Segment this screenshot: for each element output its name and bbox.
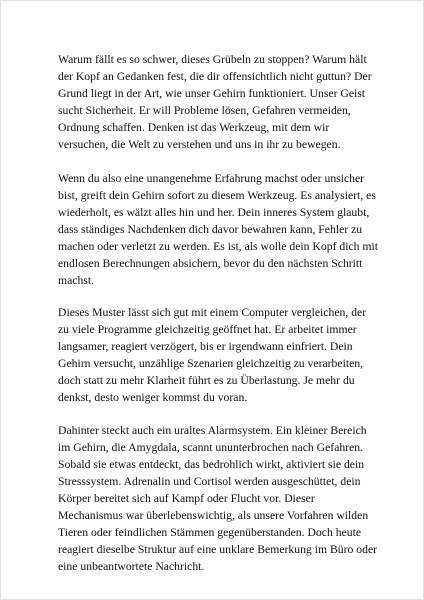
paragraph-4: Dahinter steckt auch ein uraltes Alarmsystem. Ein kleiner Bereich im Gehirn, die Amygdala, scannt ununterbrochen nach Gefahren. Sobald sie etwas entdeckt, das bedrohlich wirkt, aktiviert sie dein Stresssystem. Adrenalin und Cortisol werden ausgeschüttet, dein Körper bereitet sich auf Kampf oder Flucht vor. Dieser Mechanismus war überlebenswichtig, als unsere Vorfahren wilden Tieren oder feindlichen Stämmen gegenüberstanden. Doch heute reagiert dieselbe Struktur auf eine unklare Bemerkung im Büro oder eine unbeantwortete Nachricht. <box>58 424 378 573</box>
body-text <box>58 51 378 592</box>
paragraph-2: Wenn du also eine unangenehme Erfahrung machst oder unsicher bist, greift dein Gehirn sofort zu diesem Werkzeug. Es analysiert, es wiederholt, es wälzt alles hin und her. Dein inneres System glaubt, dass ständiges Nachdenken dich davor bewahren kann, Fehler zu machen oder verletzt zu werden. Es ist, als wolle dein Kopf dich mit endlosen Berechnungen absichern, bevor du den nächsten Schritt machst. <box>58 172 379 287</box>
paragraph-1: Warum fällt es so schwer, dieses Grübeln zu stoppen? Warum hält der Kopf an Gedanken fest, die dir offensichtlich nicht guttun? Der Grund liegt in der Art, wie unser Gehirn funktioniert. Unser Geist sucht Sicherheit. Er will Probleme lösen, Gefahren vermeiden, Ordnung schaffen. Denken ist das Werkzeug, mit dem wir versuchen, die Welt zu verstehen und uns in ihr zu bewegen. <box>58 53 372 151</box>
paragraph-3: Dieses Muster lässt sich gut mit einem Computer vergleichen, der zu viele Programme gleichzeitig geöffnet hat. Er arbeitet immer langsamer, reagiert verzögert, bis er irgendwann einfriert. Dein Gehirn versucht, unzählige Szenarien gleichzeitig zu verarbeiten, doch statt zu mehr Klarheit führt es zu Überlastung. Je mehr du denkst, desto weniger kommst du voran. <box>58 306 367 404</box>
